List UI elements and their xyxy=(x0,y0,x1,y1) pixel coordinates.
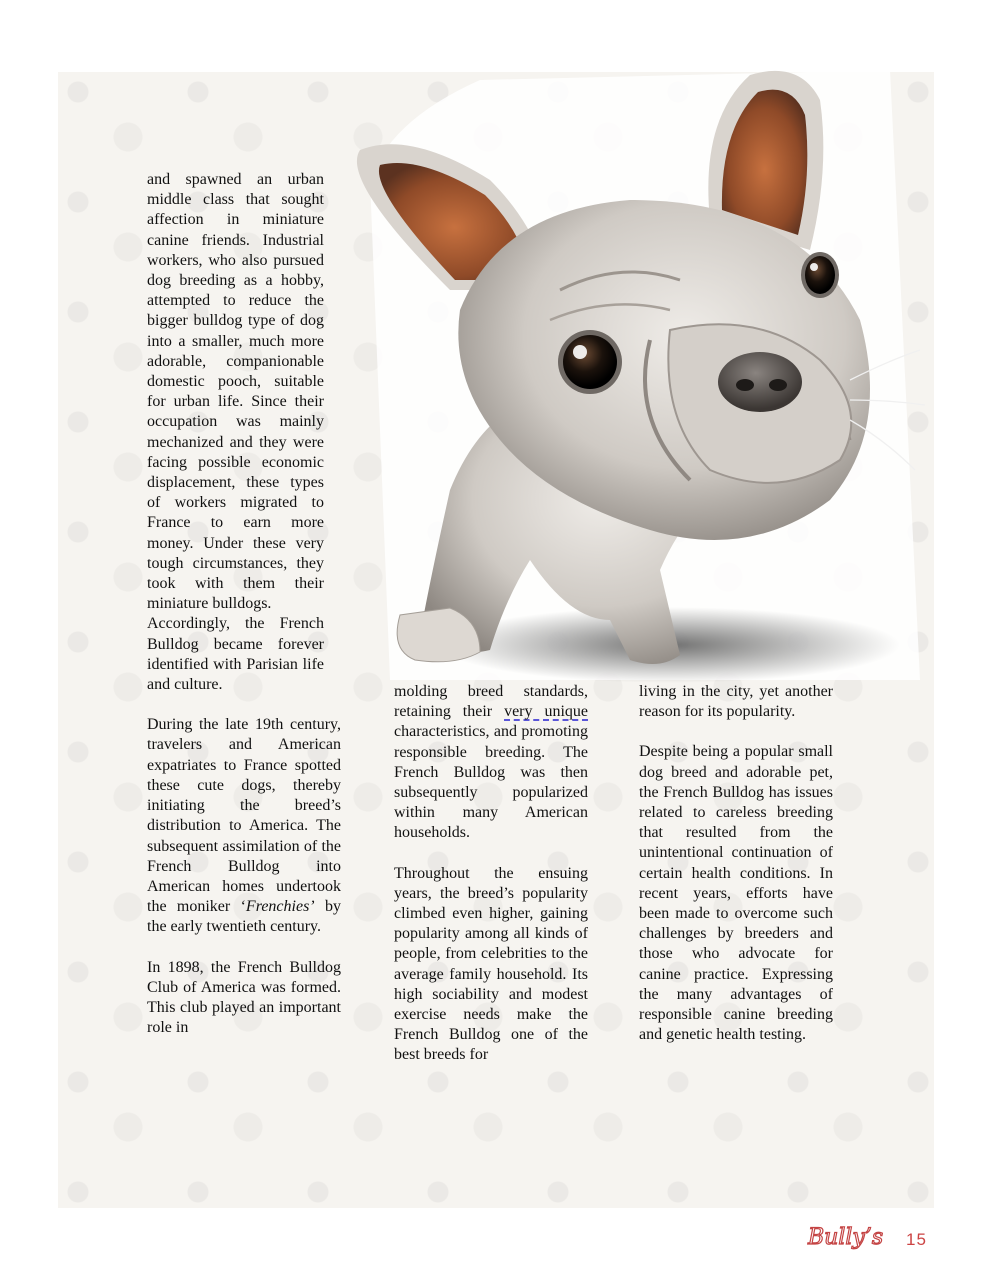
svg-text:Bully’s: Bully’s xyxy=(808,1225,884,1250)
text-column-1 xyxy=(147,170,341,1038)
paragraph-text: by the early twentieth century. xyxy=(147,898,341,936)
paragraph-text: characteristics, and promoting responsible breeding. The French Bulldog was then subsequently popularized within many American households. xyxy=(394,723,588,842)
paragraph-text: During the late 19th century, travelers and American expatriates to France spotted these cute dogs, thereby initiating the breed’s distribution to America. The subsequent assimilation of the French Bulldog into American homes undertook the moniker ‘ xyxy=(147,716,341,916)
paragraph: Despite being a popular small dog breed and adorable pet, the French Bulldog has issues related to careless breeding that resulted from the unintentional continuation of certain health conditions. In recent years, efforts have been made to overcome such challenges by breeders and those who advocate for canine practice. Expressing the many advantages of responsible canine breeding and genetic health testing. xyxy=(639,743,833,1044)
page-number: 15 xyxy=(906,1230,927,1249)
text-column-3 xyxy=(639,682,833,1045)
italic-term: Frenchies’ xyxy=(245,898,315,916)
french-bulldog-illustration xyxy=(330,60,930,690)
paragraph: Accordingly, the French Bulldog became forever identified with Parisian life and culture. xyxy=(147,615,324,694)
paragraph xyxy=(394,682,588,844)
paragraph: living in the city, yet another reason for its popularity. xyxy=(639,683,833,721)
paragraph xyxy=(147,715,341,937)
bullys-logo xyxy=(806,1222,890,1252)
paragraph-text: molding breed standards, retaining their xyxy=(394,683,588,721)
text-column-2 xyxy=(394,682,588,1066)
paragraph: Throughout the ensuing years, the breed’s popularity climbed even higher, gaining popularity among all kinds of people, from celebrities to the average family household. Its high sociability and modest exercise needs make the French Bulldog one of the best breeds for xyxy=(394,864,588,1064)
spellcheck-flagged-text[interactable]: very unique xyxy=(504,703,588,721)
paragraph: and spawned an urban middle class that sought affection in miniature canine friends. Industrial workers, who also pursued dog breeding as a hobby, attempted to reduce the bigger bulldog type of dog into a smaller, much more adorable, companionable domestic pooch, suitable for urban life. Since their occupation was mainly mechanized and they were facing possible economic displacement, these types of workers migrated to France to earn more money. Under these very tough circumstances, they took with them their miniature bulldogs. xyxy=(147,171,324,613)
paragraph: In 1898, the French Bulldog Club of America was formed. This club played an important role in xyxy=(147,958,341,1037)
